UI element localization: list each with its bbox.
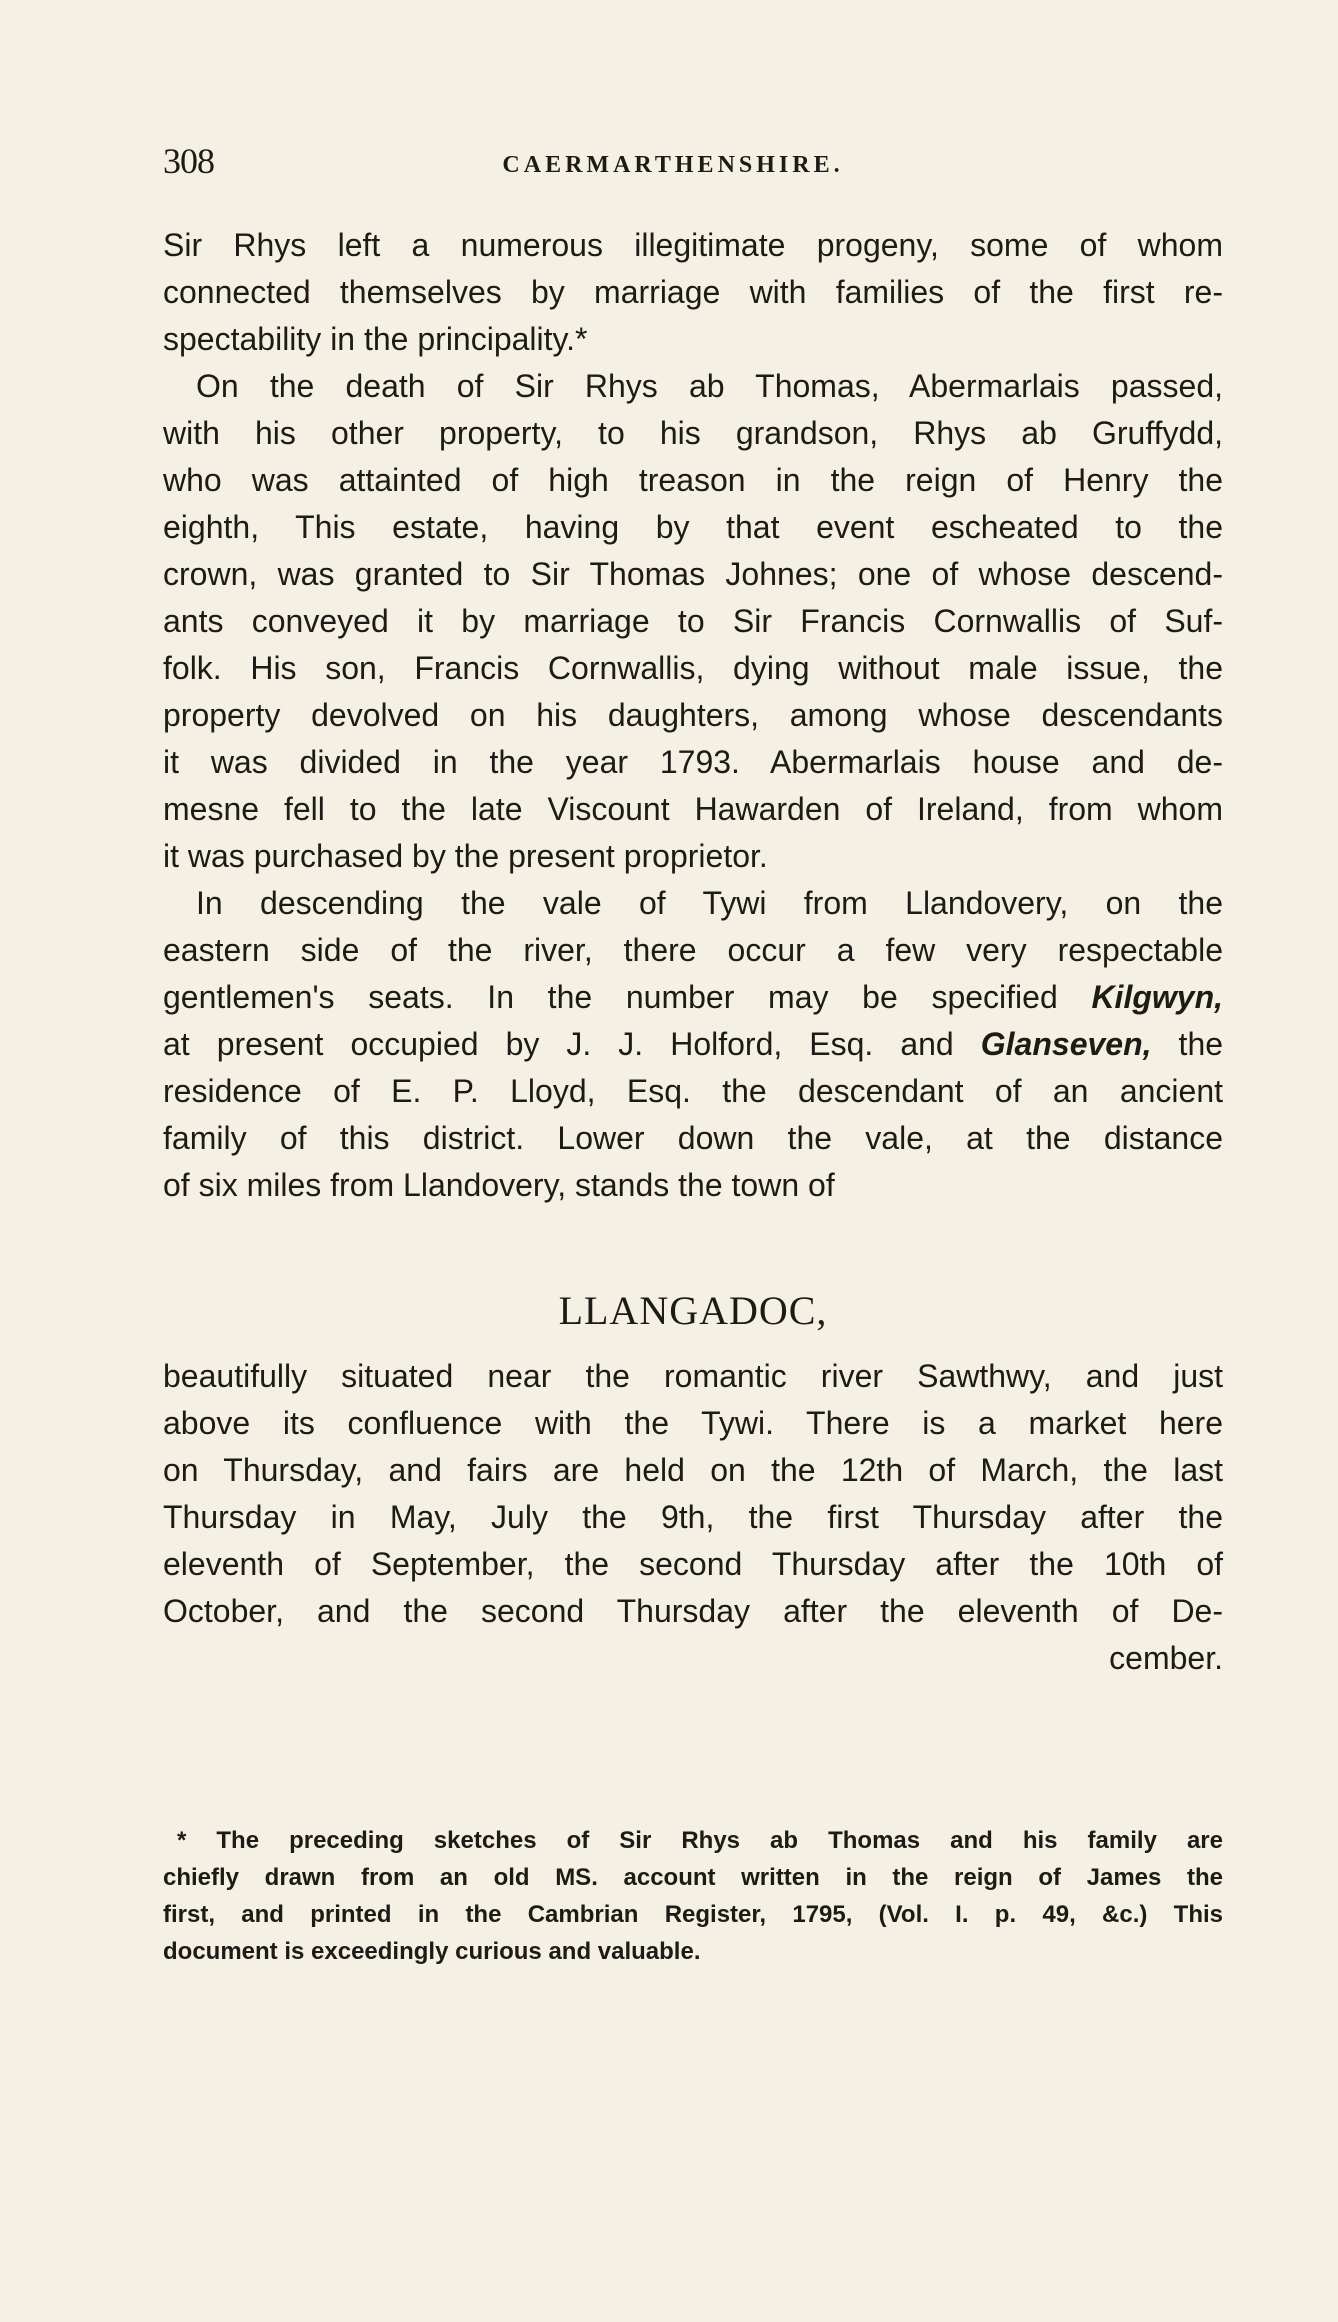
text-line: on Thursday, and fairs are held on the 12th of March, the last [163, 1452, 1223, 1488]
text-line: it was purchased by the present proprietor. [163, 838, 768, 874]
text-line: eleventh of September, the second Thursday after the 10th of [163, 1546, 1223, 1582]
text-segment: the [1178, 1026, 1224, 1062]
page-header [163, 140, 1223, 200]
text-line: October, and the second Thursday after the eleventh of De- [163, 1593, 1223, 1629]
text-line: eighth, This estate, having by that event escheated to the [163, 509, 1223, 545]
text-segment: gentlemen's seats. In the number may be specified [163, 979, 1058, 1015]
footnote-line: * The preceding sketches of Sir Rhys ab Thomas and his family are [177, 1827, 1223, 1854]
section-heading: LLANGADOC, [558, 1288, 828, 1333]
text-line: who was attainted of high treason in the reign of Henry the [163, 462, 1223, 498]
running-head: CAERMARTHENSHIRE. [502, 152, 844, 178]
footnote-line: chiefly drawn from an old MS. account written in the reign of James the [163, 1864, 1223, 1891]
text-line-with-italic [163, 1021, 1223, 1068]
text-line: residence of E. P. Lloyd, Esq. the descendant of an ancient [163, 1073, 1223, 1109]
text-line: ants conveyed it by marriage to Sir Francis Cornwallis of Suf- [163, 603, 1223, 639]
text-line: crown, was granted to Sir Thomas Johnes; one of whose descend- [163, 556, 1223, 592]
italic-place-name: Kilgwyn, [1091, 979, 1223, 1015]
text-line: spectability in the principality.* [163, 321, 588, 357]
page-number: 308 [163, 141, 214, 181]
text-line: In descending the vale of Tywi from Llandovery, on the [196, 885, 1223, 921]
text-line: eastern side of the river, there occur a few very respectable [163, 932, 1223, 968]
text-line: with his other property, to his grandson, Rhys ab Gruffydd, [163, 415, 1223, 451]
text-line: folk. His son, Francis Cornwallis, dying without male issue, the [163, 650, 1223, 686]
text-line: On the death of Sir Rhys ab Thomas, Abermarlais passed, [196, 368, 1223, 404]
footnote-line: first, and printed in the Cambrian Register, 1795, (Vol. I. p. 49, &c.) This [163, 1901, 1223, 1928]
text-line: mesne fell to the late Viscount Hawarden of Ireland, from whom [163, 791, 1223, 827]
text-segment: at present occupied by J. J. Holford, Esq. and [163, 1026, 954, 1062]
text-line: property devolved on his daughters, among whose descendants [163, 697, 1223, 733]
text-line: of six miles from Llandovery, stands the town of [163, 1167, 835, 1203]
text-line: family of this district. Lower down the vale, at the distance [163, 1120, 1223, 1156]
footnote [163, 1822, 1223, 1970]
text-line: beautifully situated near the romantic river Sawthwy, and just [163, 1358, 1223, 1394]
text-line-with-italic [163, 974, 1223, 1021]
text-line: it was divided in the year 1793. Abermarlais house and de- [163, 744, 1223, 780]
body-text [163, 222, 1223, 1682]
italic-place-name: Glanseven, [980, 1026, 1152, 1062]
text-line: Thursday in May, July the 9th, the first Thursday after the [163, 1499, 1223, 1535]
text-line: above its confluence with the Tywi. There is a market here [163, 1405, 1223, 1441]
text-line: cember. [1109, 1640, 1223, 1676]
footnote-line: document is exceedingly curious and valuable. [163, 1938, 701, 1965]
text-line: connected themselves by marriage with families of the first re- [163, 274, 1223, 310]
text-line: Sir Rhys left a numerous illegitimate progeny, some of whom [163, 227, 1223, 263]
